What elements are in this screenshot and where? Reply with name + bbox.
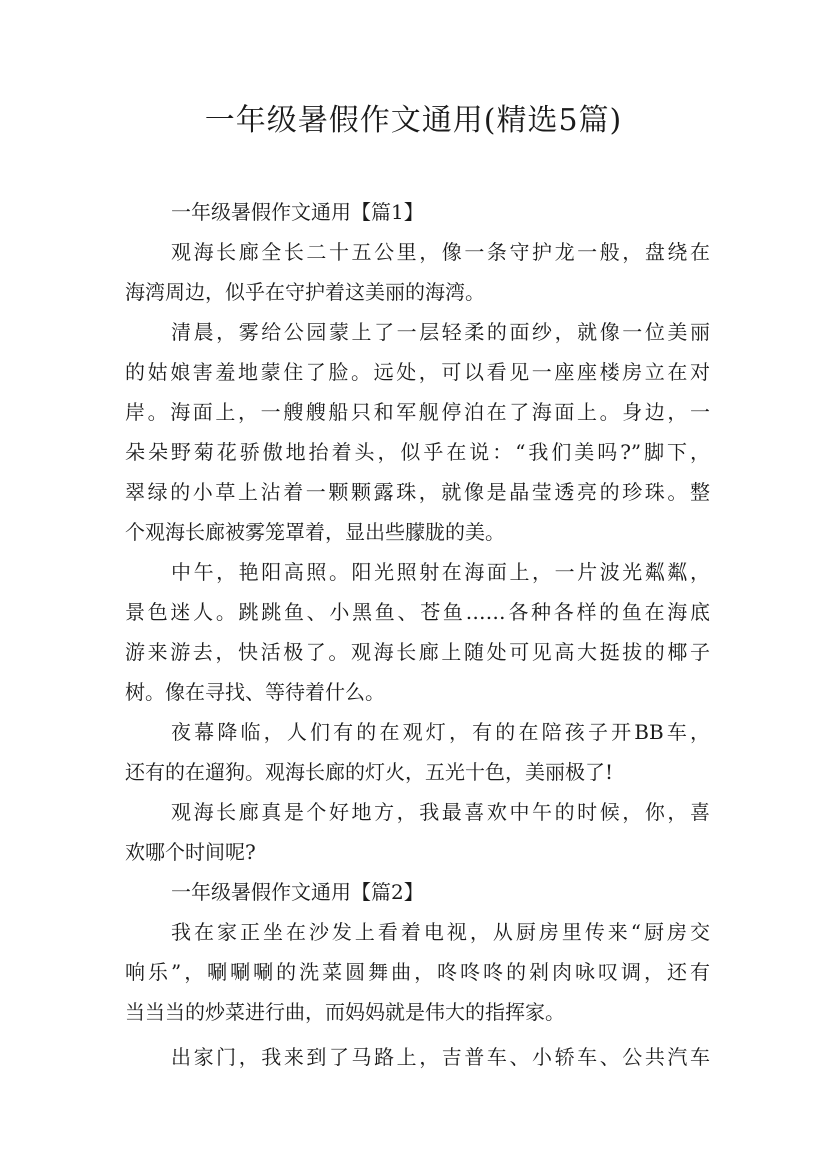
paragraph-line: 清晨，雾给公园蒙上了一层轻柔的面纱，就像一位美丽 (171, 320, 710, 344)
paragraph-line: 游来游去，快活极了。观海长廊上随处可见高大挺拔的椰子 (125, 640, 710, 664)
paragraph-line: 还有的在遛狗。观海长廊的灯火，五光十色，美丽极了! (125, 760, 614, 784)
paragraph-line: 响乐”，唰唰唰的洗菜圆舞曲，咚咚咚的剁肉咏叹调，还有 (125, 960, 710, 984)
paragraph-line: 中午，艳阳高照。阳光照射在海面上，一片波光粼粼， (171, 560, 710, 584)
document-body (125, 192, 710, 1077)
section-heading-2: 一年级暑假作文通用【篇2】 (171, 880, 424, 904)
paragraph-line: 个观海长廊被雾笼罩着，显出些朦胧的美。 (125, 520, 505, 544)
section-heading-1: 一年级暑假作文通用【篇1】 (171, 200, 424, 224)
paragraph-line: 出家门，我来到了马路上，吉普车、小轿车、公共汽车 (171, 1045, 710, 1069)
paragraph-line: 夜幕降临，人们有的在观灯，有的在陪孩子开BB车， (171, 720, 710, 744)
paragraph-line: 欢哪个时间呢? (125, 840, 256, 864)
paragraph-line: 朵朵野菊花骄傲地抬着头，似乎在说：“我们美吗?”脚下， (125, 440, 710, 464)
paragraph-line: 当当当的炒菜进行曲，而妈妈就是伟大的指挥家。 (125, 1000, 565, 1024)
document-title: 一年级暑假作文通用(精选5篇) (204, 103, 623, 138)
paragraph-line: 我在家正坐在沙发上看着电视，从厨房里传来“厨房交 (171, 920, 710, 944)
paragraph-line: 景色迷人。跳跳鱼、小黑鱼、苍鱼……各种各样的鱼在海底 (125, 600, 710, 624)
paragraph-line: 的姑娘害羞地蒙住了脸。远处，可以看见一座座楼房立在对 (125, 360, 710, 384)
paragraph-line: 翠绿的小草上沾着一颗颗露珠，就像是晶莹透亮的珍珠。整 (125, 480, 710, 504)
paragraph-line: 岸。海面上，一艘艘船只和军舰停泊在了海面上。身边，一 (125, 400, 710, 424)
paragraph-line: 树。像在寻找、等待着什么。 (125, 680, 385, 704)
paragraph-line: 观海长廊全长二十五公里，像一条守护龙一般，盘绕在 (171, 240, 710, 264)
paragraph-line: 海湾周边，似乎在守护着这美丽的海湾。 (125, 280, 485, 304)
paragraph-line: 观海长廊真是个好地方，我最喜欢中午的时候，你，喜 (171, 800, 710, 824)
